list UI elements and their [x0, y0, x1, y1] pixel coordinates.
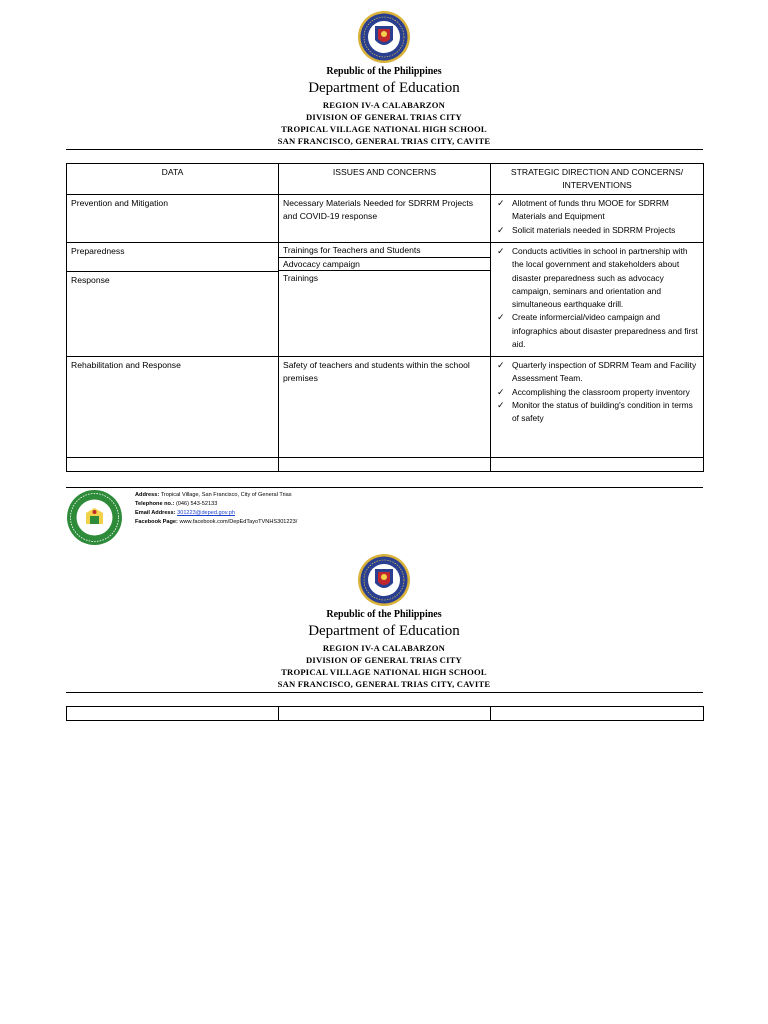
check-icon: ✓ [497, 399, 505, 410]
list-item: ✓ Monitor the status of building's condition in terms of safety [497, 399, 693, 424]
division-line: DIVISION OF GENERAL TRIAS CITY [306, 655, 462, 665]
footer-address: Tropical Village, San Francisco, City of General Trias [160, 492, 292, 498]
row-data: Preparedness Response [67, 243, 279, 357]
deped-seal-icon [357, 553, 411, 607]
table-row [67, 357, 704, 458]
table-row-empty [67, 707, 704, 721]
list-item: ✓ Accomplishing the classroom property inventory [495, 386, 699, 399]
row-issue: Safety of teachers and students within the school premises [279, 357, 491, 458]
row-issue: Necessary Materials Needed for SDRRM Projects and COVID-19 response [279, 195, 491, 243]
header-issues: ISSUES AND CONCERNS [279, 164, 491, 195]
row-interventions [491, 243, 704, 357]
header-data: DATA [67, 164, 279, 195]
email-link[interactable]: 301223@deped.gov.ph [177, 510, 235, 516]
address-line: SAN FRANCISCO, GENERAL TRIAS CITY, CAVITE [277, 679, 491, 689]
row-data: Rehabilitation and Response [67, 357, 279, 458]
region-line: REGION IV-A CALABARZON [322, 643, 446, 653]
school-line: TROPICAL VILLAGE NATIONAL HIGH SCHOOL [281, 124, 487, 134]
list-item: ✓ Quarterly inspection of SDRRM Team and Facility Assessment Team. [497, 360, 697, 384]
list-item: ✓ Conducts activities in school in partnership with the local government and stakeholders about disaster preparedness such as advocacy campaign, seminars and orientation and simultaneous earthquake drill. [497, 246, 688, 310]
footer-contact: Address: Tropical Village, San Francisco, City of General Trias Telephone no.: (046) 543-52133 Email Address: 301223@deped.gov.ph Facebook Page: www.facebook.com/DepEdTayoTVNHS301223/ [135, 492, 298, 525]
republic-line: Republic of the Philippines [326, 66, 442, 77]
address-line: SAN FRANCISCO, GENERAL TRIAS CITY, CAVITE [277, 136, 491, 146]
header-divider [66, 149, 703, 150]
header-divider [66, 692, 703, 693]
footer-divider [66, 487, 703, 488]
check-icon: ✓ [497, 246, 505, 256]
table-row-empty [67, 458, 704, 472]
row-interventions [491, 195, 704, 243]
table-header-row [67, 164, 704, 195]
deped-seal-icon [357, 10, 411, 64]
footer-telephone: (046) 543-52133 [175, 501, 218, 507]
list-item: ✓ Allotment of funds thru MOOE for SDRRM Materials and Equipment [497, 198, 669, 222]
division-line: DIVISION OF GENERAL TRIAS CITY [306, 112, 462, 122]
row-data: Prevention and Mitigation [67, 195, 279, 243]
table-row [67, 243, 704, 357]
check-icon: ✓ [497, 198, 505, 208]
check-icon: ✓ [497, 224, 505, 235]
republic-line: Republic of the Philippines [326, 609, 442, 620]
row-data-response: Response [71, 275, 110, 285]
row-issue: Trainings for Teachers and Students Advocacy campaign Trainings [279, 243, 491, 357]
row-interventions [491, 357, 704, 458]
check-icon: ✓ [497, 386, 505, 397]
school-line: TROPICAL VILLAGE NATIONAL HIGH SCHOOL [281, 667, 487, 677]
check-icon: ✓ [497, 360, 505, 370]
region-line: REGION IV-A CALABARZON [322, 100, 446, 110]
facebook-link[interactable]: www.facebook.com/DepEdTayoTVNHS301223/ [179, 519, 298, 525]
table-row [67, 195, 704, 243]
empty-table [66, 706, 704, 721]
header-interventions: STRATEGIC DIRECTION AND CONCERNS/ INTERVENTIONS [491, 164, 704, 195]
list-item: ✓ Create informercial/video campaign and infographics about disaster preparedness and first aid. [497, 312, 698, 350]
department-title: Department of Education [308, 80, 460, 96]
department-title: Department of Education [308, 623, 460, 639]
check-icon: ✓ [497, 312, 505, 323]
school-seal-icon [66, 489, 123, 546]
sdrrm-table [66, 163, 704, 472]
list-item: ✓ Solicit materials needed in SDRRM Projects [495, 224, 699, 237]
